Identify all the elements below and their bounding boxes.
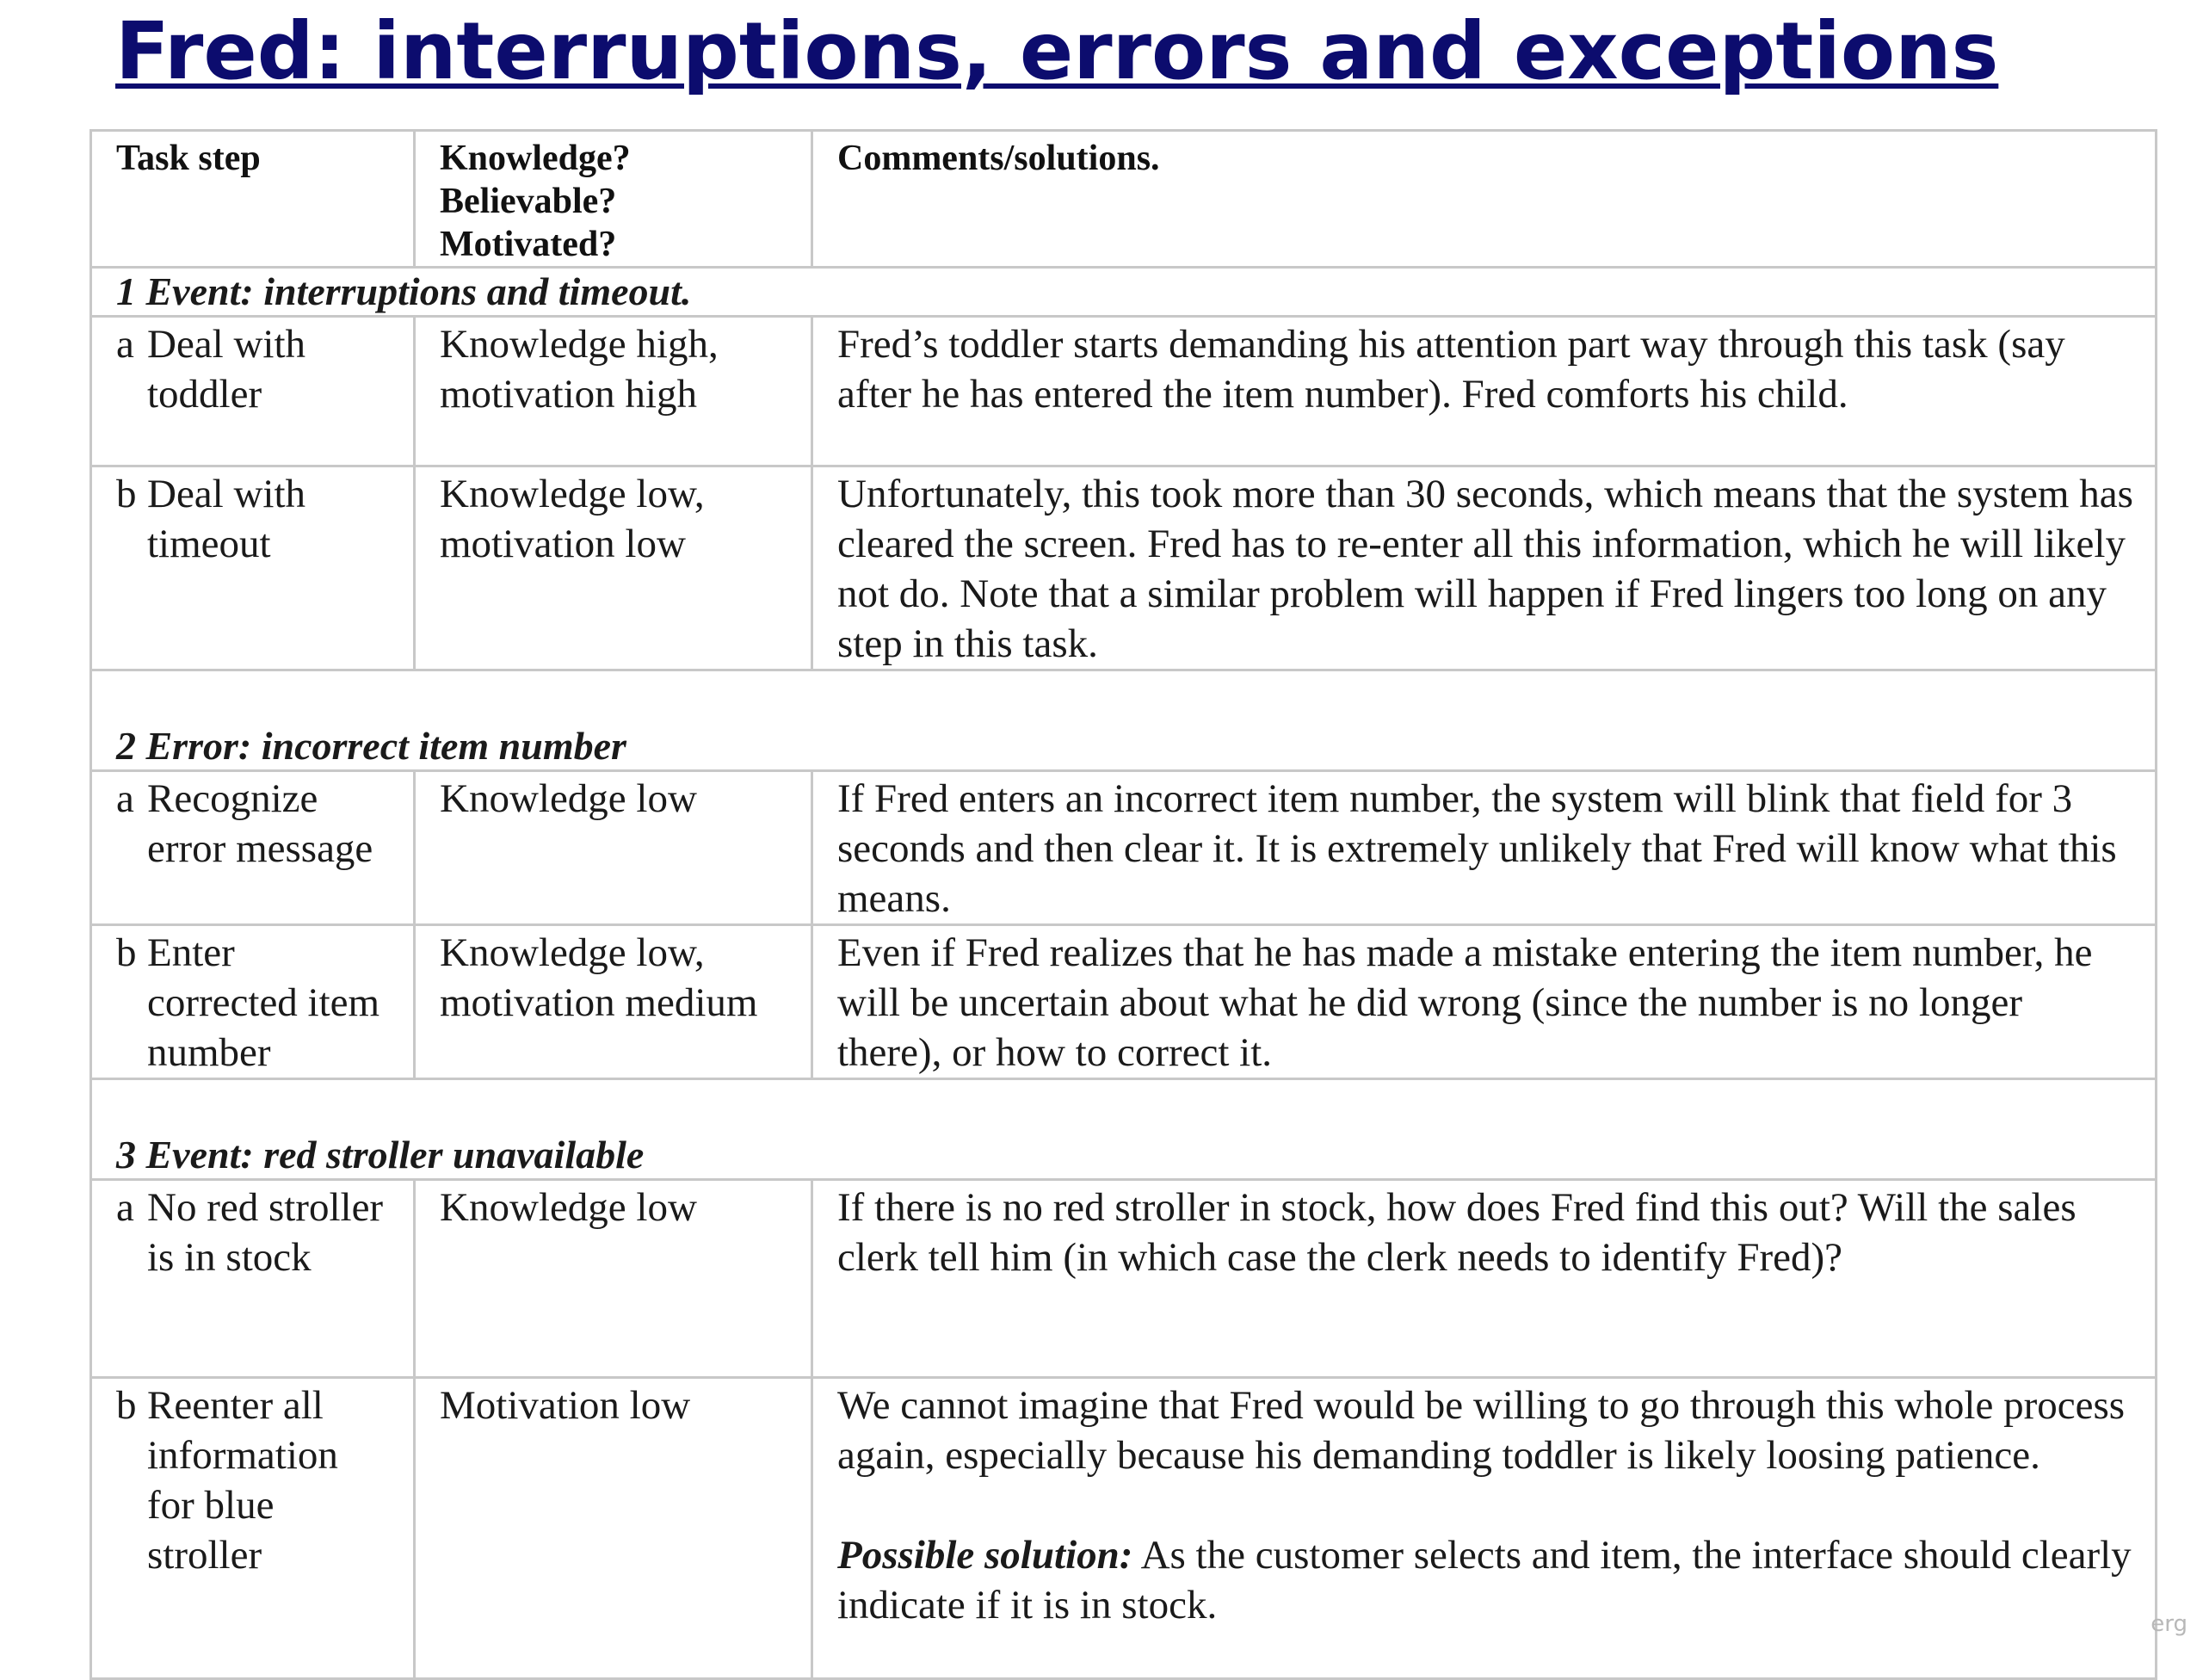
comment-cell: Even if Fred realizes that he has made a mistake entering the item number, he will be uncertain about what he did wrong (since the number is no longer there), or how to correct it. — [812, 925, 2157, 1079]
cognitive-walkthrough-table — [89, 129, 2157, 1680]
table-row — [91, 1378, 2157, 1679]
comment-cell: If Fred enters an incorrect item number, the system will blink that field for 3 seconds and then clear it. It is extremely unlikely that Fred will know what this means. — [812, 771, 2157, 925]
comment-cell: If there is no red stroller in stock, how does Fred find this out? Will the sales clerk tell him (in which case the clerk needs to identify Fred)? — [812, 1180, 2157, 1378]
table-row — [91, 466, 2157, 670]
comment-cell: Unfortunately, this took more than 30 seconds, which means that the system has cleared the screen. Fred has to re-enter all this information, which he will likely not do. Note that a similar problem will happen if Fred lingers too long on any step in this task. — [812, 466, 2157, 670]
table-row — [91, 771, 2157, 925]
table-row — [91, 925, 2157, 1079]
task-step-cell — [91, 1378, 415, 1679]
step-letter: a — [116, 322, 134, 367]
step-text: Enter corrected item number — [147, 930, 380, 1075]
header-ratings — [415, 131, 812, 268]
step-letter: a — [116, 1185, 134, 1230]
task-step-cell — [91, 466, 415, 670]
comment-text: We cannot imagine that Fred would be willing to go through this whole process again, especially because his demanding toddler is likely loosing patience. — [837, 1383, 2126, 1478]
task-step-cell — [91, 925, 415, 1079]
step-text: Deal with timeout — [147, 472, 306, 566]
task-step-cell — [91, 317, 415, 466]
comment-cell — [812, 1378, 2157, 1679]
rating-cell: Motivation low — [415, 1378, 812, 1679]
solution-text: As the customer selects and item, the interface should clearly indicate if it is in stock. — [837, 1533, 2132, 1628]
header-motivated: Motivated? — [440, 225, 617, 264]
section-heading: 2 Error: incorrect item number — [91, 670, 2157, 771]
rating-cell: Knowledge low — [415, 1180, 812, 1378]
step-letter: b — [116, 472, 137, 516]
rating-cell: Knowledge low — [415, 771, 812, 925]
section-heading: 1 Event: interruptions and timeout. — [91, 268, 2157, 317]
header-believable: Believable? — [440, 182, 617, 221]
step-text: Reenter all information for blue stroller — [147, 1383, 338, 1578]
table-row — [91, 1180, 2157, 1378]
section-heading-row — [91, 1079, 2157, 1180]
rating-cell: Knowledge high, motivation high — [415, 317, 812, 466]
rating-cell: Knowledge low, motivation medium — [415, 925, 812, 1079]
slide-title: Fred: interruptions, errors and exceptions — [115, 5, 1999, 97]
paragraph-gap — [837, 1480, 2134, 1530]
rating-cell: Knowledge low, motivation low — [415, 466, 812, 670]
step-text: No red stroller is in stock — [147, 1185, 384, 1280]
table-header-row — [91, 131, 2157, 268]
section-heading-row — [91, 670, 2157, 771]
footer-watermark: erg — [2151, 1611, 2188, 1637]
possible-solution — [837, 1530, 2134, 1630]
header-task-step: Task step — [91, 131, 415, 268]
task-step-cell — [91, 771, 415, 925]
table-row — [91, 317, 2157, 466]
comment-cell: Fred’s toddler starts demanding his attention part way through this task (say after he has entered the item number). Fred comforts his child. — [812, 317, 2157, 466]
step-letter: a — [116, 776, 134, 821]
section-heading: 3 Event: red stroller unavailable — [91, 1079, 2157, 1180]
step-letter: b — [116, 930, 137, 975]
step-text: Deal with toddler — [147, 322, 306, 417]
section-heading-row — [91, 268, 2157, 317]
header-comments: Comments/solutions. — [812, 131, 2157, 268]
task-step-cell — [91, 1180, 415, 1378]
step-letter: b — [116, 1383, 137, 1428]
header-knowledge: Knowledge? — [440, 139, 631, 178]
solution-label: Possible solution: — [837, 1533, 1133, 1578]
step-text: Recognize error message — [147, 776, 373, 871]
